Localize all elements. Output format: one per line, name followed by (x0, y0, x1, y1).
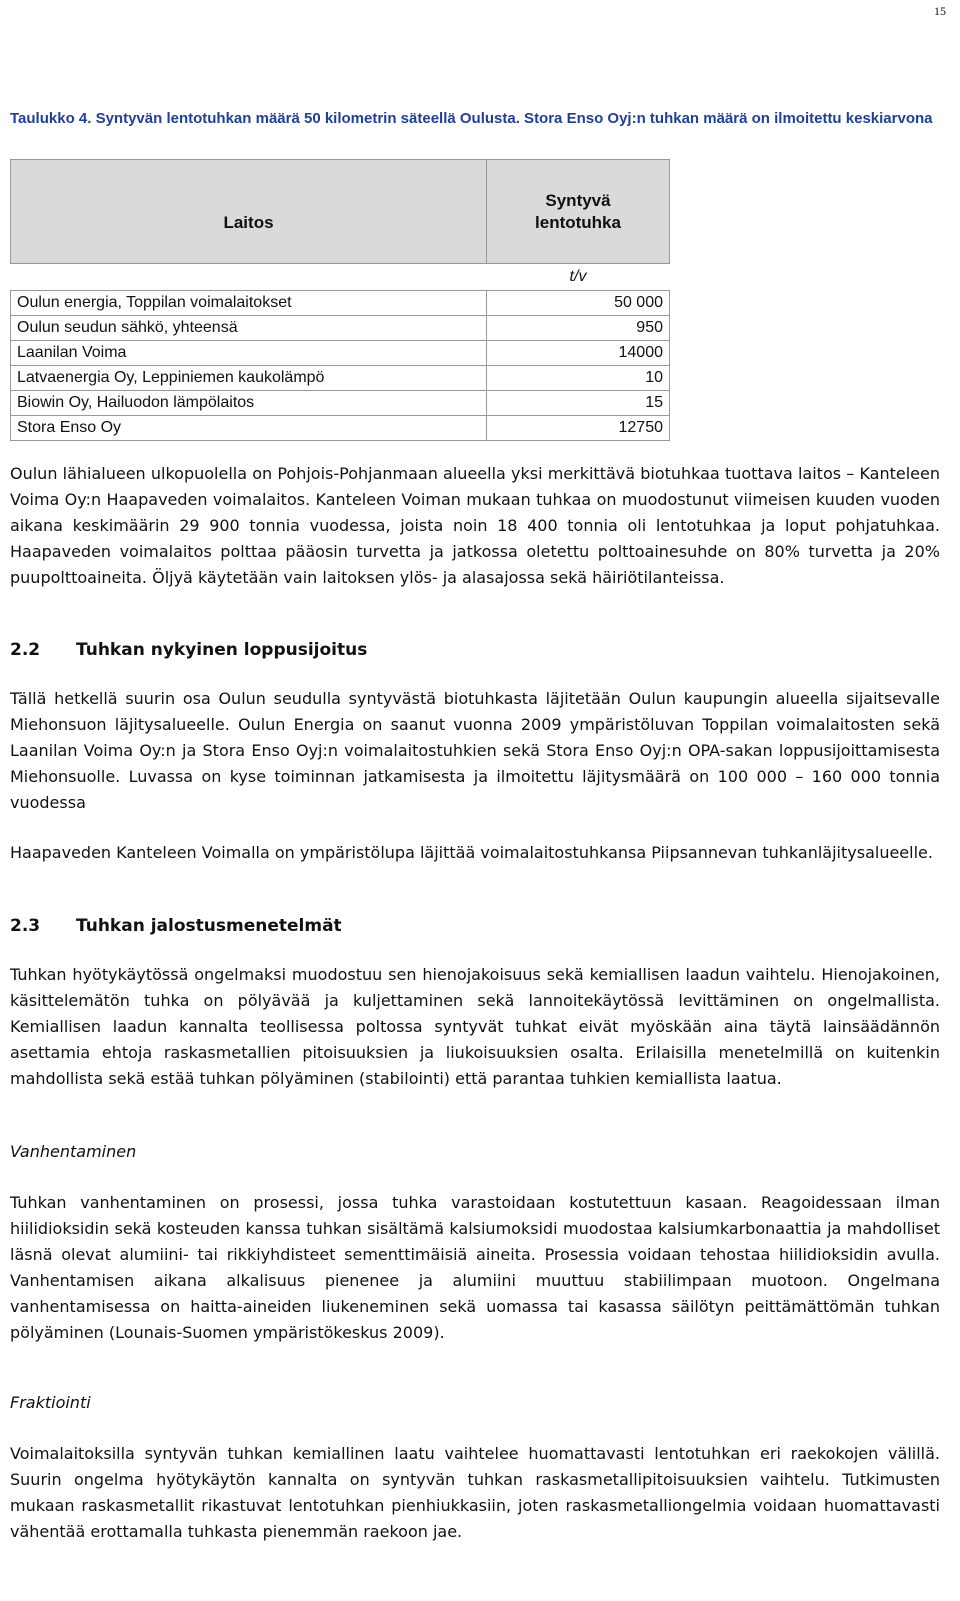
header-lentotuhka (487, 160, 670, 264)
subheading-fraktiointi: Fraktiointi (10, 1393, 91, 1412)
table-row (11, 316, 670, 341)
paragraph-processing: Tuhkan hyötykäytössä ongelmaksi muodostuu sen hienojakoisuus sekä kemiallisen laadun vaihtelu. Hienojakoinen, käsittelemätön tuhka on pölyävää ja kuljettaminen sekä lannoitekäytössä levittäminen on ongelmallista. Kemiallisen laadun kannalta teollisessa poltossa syntyvät tuhkat eivät myöskään aina täytä lainsäädännön asettamia ehtoja raskasmetallien pitoisuuksien ja liukoisuuksien osalta. Erilaisilla menetelmillä on kuitenkin mahdollista sekä estää tuhkan pölyäminen (stabilointi) että parantaa tuhkien kemiallista laatua. (10, 965, 940, 1088)
header-laitos: Laitos (11, 160, 487, 264)
section-heading-2-2 (10, 640, 367, 660)
table-row (11, 391, 670, 416)
section-number: 2.2 (10, 640, 41, 660)
section-title: Tuhkan nykyinen loppusijoitus (76, 640, 368, 660)
row-value: 50 000 (487, 291, 670, 316)
table-header-row (11, 160, 670, 264)
row-value: 14000 (487, 341, 670, 366)
row-value: 10 (487, 366, 670, 391)
section-heading-2-3 (10, 916, 342, 936)
table-caption: Taulukko 4. Syntyvän lentotuhkan määrä 50 kilometrin säteellä Oulusta. Stora Enso Oyj:n tuhkan määrä on ilmoitettu keskiarvona (10, 110, 933, 127)
paragraph-disposal: Tällä hetkellä suurin osa Oulun seudulla syntyvästä biotuhkasta läjitetään Oulun kaupungin alueella sijaitsevalle Miehonsuon läjitysalueelle. Oulun Energia on saanut vuonna 2009 ympäristöluvan Toppilan voimalaitosten sekä Laanilan Voima Oy:n ja Stora Enso Oyj:n voimalaitostuhkien sekä Stora Enso Oyj:n OPA-sakan loppusijoittamisesta Miehonsuolle. Luvassa on kyse toiminnan jatkamisesta ja ilmoitettu läjitysmäärä on 100 000 – 160 000 tonnia vuodessa (10, 689, 940, 812)
row-name: Stora Enso Oy (11, 416, 487, 441)
row-name: Biowin Oy, Hailuodon lämpölaitos (11, 391, 487, 416)
fly-ash-table (10, 159, 670, 441)
section-title: Tuhkan jalostusmenetelmät (76, 916, 342, 936)
unit-row (11, 264, 670, 291)
paragraph-haapavesi: Oulun lähialueen ulkopuolella on Pohjois-Pohjanmaan alueella yksi merkittävä biotuhkaa tuottava laitos – Kanteleen Voima Oy:n Haapaveden voimalaitos. Kanteleen Voiman mukaan tuhkaa on muodostunut viimeisen kuuden vuoden aikana keskimäärin 29 900 tonnia vuodessa, joista noin 18 400 tonnia oli lentotuhkaa ja loput pohjatuhkaa. Haapaveden voimalaitos polttaa pääosin turvetta ja jatkossa oletettu polttoainesuhde on 80% turvetta ja 20% puupolttoaineita. Öljyä käytetään vain laitoksen ylös- ja alasajossa sekä häiriötilanteissa. (10, 464, 940, 587)
paragraph-aging: Tuhkan vanhentaminen on prosessi, jossa tuhka varastoidaan kostutettuun kasaan. Reagoidessaan ilman hiilidioksidin sekä kosteuden kanssa tuhkan sisältämä kalsiumoksidi muodostaa kalsiumkarbonaattia ja mahdolliset läsnä olevat alumiini- tai rikkiyhdisteet sementtimäisiä aineita. Prosessia voidaan tehostaa hiilidioksidin avulla. Vanhentamisen aikana alkalisuus pienenee ja alumiini muuttuu stabiilimpaan muotoon. Ongelmana vanhentamisessa on haitta-aineiden liukeneminen sekä uomassa tai kasassa säilötyn peittämättömän tuhkan pölyäminen (Lounais-Suomen ympäristökeskus 2009). (10, 1193, 940, 1342)
subheading-vanhentaminen: Vanhentaminen (10, 1142, 137, 1161)
header-lentotuhka-label: Syntyvä lentotuhka (535, 190, 621, 232)
table-row (11, 416, 670, 441)
row-value: 15 (487, 391, 670, 416)
row-name: Oulun energia, Toppilan voimalaitokset (11, 291, 487, 316)
row-value: 12750 (487, 416, 670, 441)
table-row (11, 291, 670, 316)
page-number: 15 (934, 4, 946, 18)
row-name: Latvaenergia Oy, Leppiniemen kaukolämpö (11, 366, 487, 391)
paragraph-kanteleen: Haapaveden Kanteleen Voimalla on ympäristölupa läjittää voimalaitostuhkansa Piipsannevan tuhkanläjitysalueelle. (10, 843, 933, 862)
unit-cell: t/v (487, 264, 670, 291)
section-number: 2.3 (10, 916, 41, 936)
table-row (11, 341, 670, 366)
row-name: Laanilan Voima (11, 341, 487, 366)
row-value: 950 (487, 316, 670, 341)
table-row (11, 366, 670, 391)
row-name: Oulun seudun sähkö, yhteensä (11, 316, 487, 341)
paragraph-fractionation: Voimalaitoksilla syntyvän tuhkan kemiallinen laatu vaihtelee huomattavasti lentotuhkan eri raekokojen välillä. Suurin ongelma hyötykäytön kannalta on syntyvän tuhkan raskasmetallipitoisuuksien vaihtelu. Tutkimusten mukaan raskasmetallit rikastuvat lentotuhkan pienhiukkasiin, joten raskasmetalliongelmia voidaan huomattavasti vähentää erottamalla tuhkasta pienemmän raekoon jae. (10, 1444, 940, 1541)
